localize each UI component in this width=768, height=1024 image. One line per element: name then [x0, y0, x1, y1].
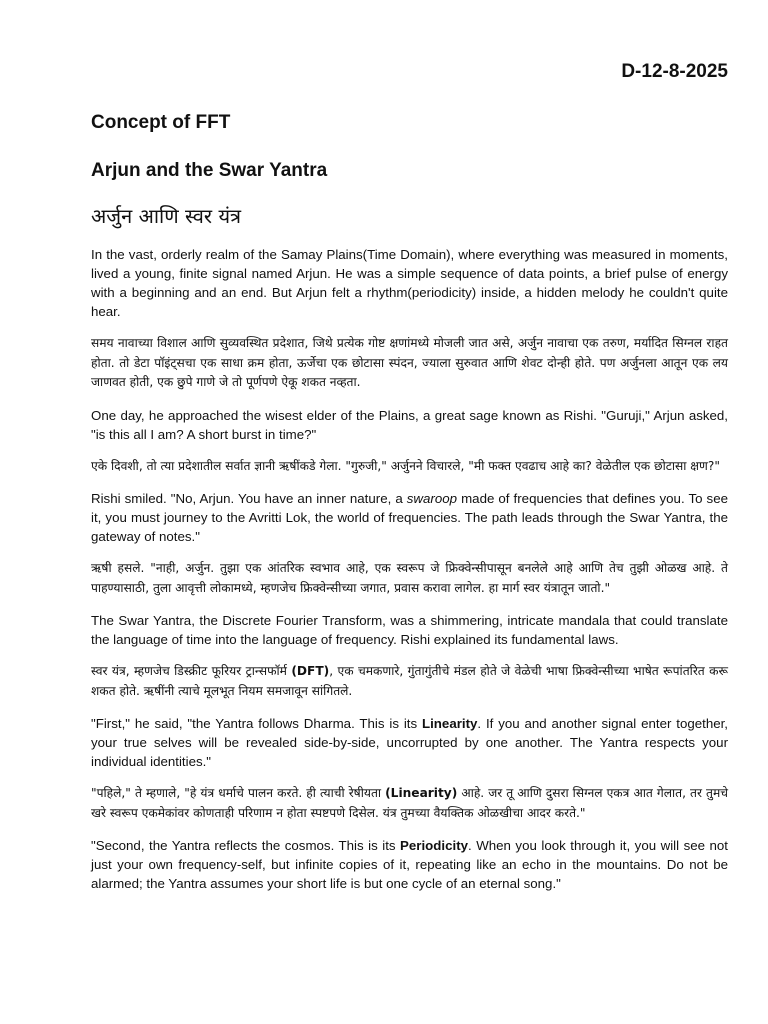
paragraph-6-english: [91, 836, 728, 893]
linearity-term-marathi: (Linearity): [385, 786, 458, 800]
story-title-marathi: अर्जुन आणि स्वर यंत्र: [91, 204, 242, 228]
paragraph-4-english: The Swar Yantra, the Discrete Fourier Transform, was a shimmering, intricate mandala that could translate the language of time into the language of frequency. Rishi explained its fundamental laws.: [91, 613, 728, 647]
paragraph-3-text-c: made of frequencies that defines you. To see it, you must journey to the Avritti Lok, the world of frequencies. The path leads through the Swar Yantra, the gateway of notes.": [91, 491, 728, 544]
paragraph-3-marathi: ऋषी हसले. "नाही, अर्जुन. तुझा एक आंतरिक स्वभाव आहे, एक स्वरूप जे फ्रिक्वेन्सीपासून बनलेले आहे आणि तेच तुझी ओळख आहे. ते पाहण्यासाठी, तुला आवृत्ती लोकामध्ये, म्हणजेच फ्रिक्वेन्सीच्या जगात, प्रवास करावा लागेल. हा मार्ग स्वर यंत्रातून जातो.": [91, 561, 728, 595]
paragraph-4-mr-text-a: स्वर यंत्र, म्हणजेच डिस्क्रीट फूरियर ट्रान्सफॉर्म: [91, 664, 292, 678]
swaroop-term: swaroop: [406, 491, 458, 506]
paragraph-5-mr-text-a: "पहिले," ते म्हणाले, "हे यंत्र धर्माचे पालन करते. ही त्याची रेषीयता: [91, 786, 386, 800]
paragraph-1-marathi: समय नावाच्या विशाल आणि सुव्यवस्थित प्रदेशात, जिथे प्रत्येक गोष्ट क्षणांमध्ये मोजली जात असे, अर्जुन नावाचा एक तरुण, मर्यादित सिग्नल राहत होता. तो डेटा पॉइंट्सचा एक साधा क्रम होता, ऊर्जेचा एक छोटासा स्पंदन, ज्याला सुरुवात आणि शेवट दोन्ही होते. पण अर्जुनला आतून एक लय जाणवत होती, एक छुपे गाणे जे तो पूर्णपणे ऐकू शकत नव्हता.: [91, 336, 728, 389]
paragraph-4-mr-text-c: , एक चमकणारे, गुंतागुंतीचे मंडल होते जे वेळेची भाषा फ्रिक्वेन्सीच्या भाषेत रूपांतरित करू शकत होते. ऋषींनी त्याचे मूलभूत नियम समजावून सांगितले.: [91, 664, 728, 698]
paragraph-4-marathi: [91, 662, 728, 701]
paragraph-2-marathi: एके दिवशी, तो त्या प्रदेशातील सर्वात ज्ञानी ऋषींकडे गेला. "गुरुजी," अर्जुनने विचारले, "मी फक्त एवढाच आहे का? वेळेतील एक छोटासा क्षण?": [91, 458, 720, 473]
linearity-term: Linearity: [421, 716, 478, 731]
story-title-english: Arjun and the Swar Yantra: [91, 160, 328, 181]
paragraph-6-text-c: . When you look through it, you will see not just your own frequency-self, but infinite copies of it, repeating like an echo in the mountains. Do not be alarmed; the Yantra assumes your short life is but one cycle of an eternal song.": [91, 838, 728, 891]
document-title: Concept of FFT: [91, 112, 231, 133]
paragraph-6-text-a: "Second, the Yantra reflects the cosmos. This is its: [91, 838, 401, 853]
paragraph-2-english: One day, he approached the wisest elder of the Plains, a great sage known as Rishi. "Guruji," Arjun asked, "is this all I am? A short burst in time?": [91, 407, 728, 442]
periodicity-term: Periodicity: [400, 838, 469, 853]
dft-term: (DFT): [291, 664, 330, 678]
document-page: [91, 58, 728, 906]
paragraph-5-text-c: . If you and another signal enter together, your true selves will be revealed side-by-side, uncorrupted by one another. The Yantra respects your individual identities.": [91, 716, 728, 769]
paragraph-1-english: In the vast, orderly realm of the Samay Plains(Time Domain), where everything was measured in moments, lived a young, finite signal named Arjun. He was a simple sequence of data points, a brief pulse of energy with a beginning and an end. But Arjun felt a rhythm(periodicity) inside, a hidden melody he couldn't quite hear.: [91, 247, 728, 319]
paragraph-5-mr-text-c: आहे. जर तू आणि दुसरा सिग्नल एकत्र आत गेलात, तर तुमचे खरे स्वरूप एकमेकांवर कोणताही परिणाम न होता स्पष्टपणे दिसेल. यंत्र तुमच्या वैयक्तिक ओळखीचा आदर करते.": [91, 786, 728, 820]
paragraph-3-text-a: Rishi smiled. "No, Arjun. You have an inner nature, a: [91, 491, 407, 506]
paragraph-3-english: [91, 489, 728, 546]
paragraph-5-english: [91, 714, 728, 771]
paragraph-5-text-a: "First," he said, "the Yantra follows Dharma. This is its: [91, 716, 422, 731]
paragraph-5-marathi: [91, 784, 728, 823]
document-date: D-12-8-2025: [621, 61, 728, 82]
